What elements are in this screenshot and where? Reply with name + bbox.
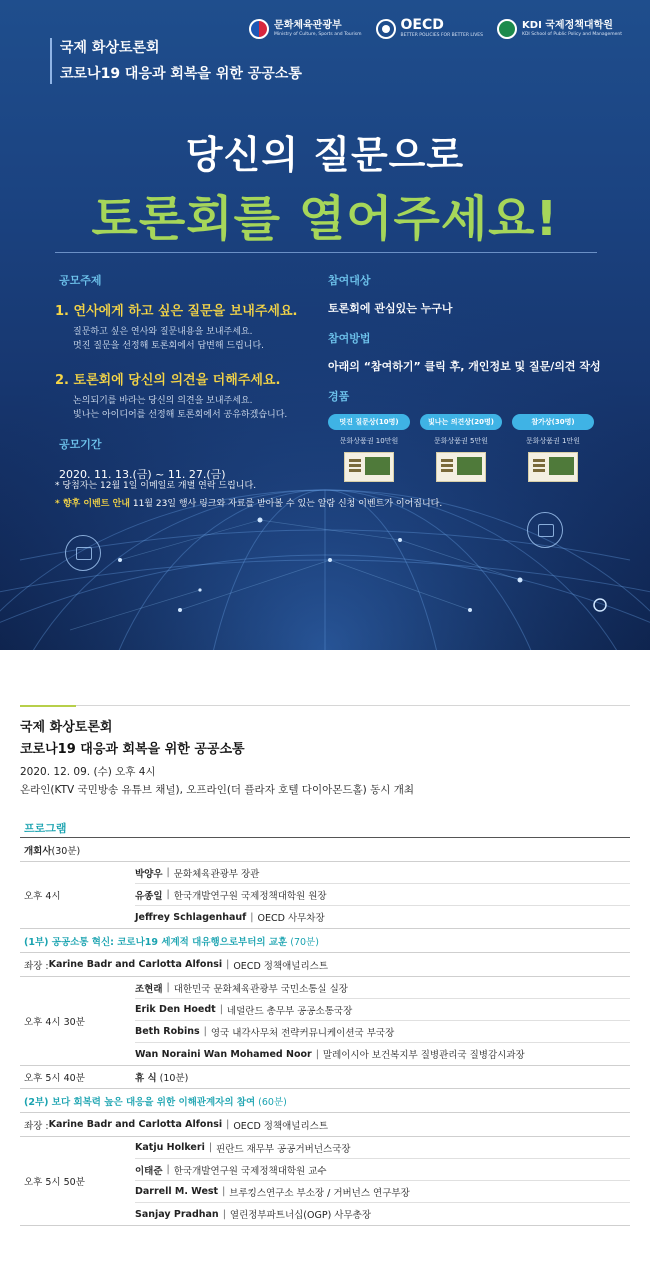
session1-duration: (70분) (290, 936, 319, 948)
divider-line (76, 705, 630, 706)
table-row (135, 1159, 630, 1181)
gift-card-icon (436, 452, 486, 482)
event-info-section (0, 650, 650, 1271)
topic2-description (73, 394, 325, 422)
mcst-emblem-icon (249, 19, 269, 39)
event-title-line1: 국제 화상토론회 (20, 720, 113, 735)
prize-item (512, 414, 594, 482)
note-winner-contact: * 당첨자는 12월 1일 이메일로 개별 연락 드립니다. (55, 481, 257, 491)
method-text: 아래의 “참여하기” 클릭 후, 개인정보 및 질문/의견 작성 (328, 360, 601, 373)
speaker-list (135, 862, 630, 928)
topic2-desc-line1: 논의되기를 바라는 당신의 의견을 보내주세요. (73, 396, 253, 406)
presentation-icon (65, 535, 101, 571)
laptop-user-icon (527, 512, 563, 548)
table-row (135, 906, 630, 928)
speaker-name: 조현래 (135, 983, 163, 995)
speaker-role: OECD 사무차장 (257, 913, 325, 924)
speaker-name: Wan Noraini Wan Mohamed Noor (135, 1048, 312, 1060)
prize-label: 경품 (328, 390, 350, 403)
kdi-emblem-icon (497, 19, 517, 39)
speaker-role: 한국개발연구원 국제정책대학원 원장 (173, 890, 327, 902)
poster-header-line1: 국제 화상토론회 (60, 40, 160, 56)
separator: | (226, 1119, 230, 1130)
table-row (20, 1089, 630, 1113)
break-duration: (10분) (159, 1073, 189, 1084)
separator: | (166, 889, 170, 900)
speaker-role: 열린정부파트너십(OGP) 사무총장 (229, 1210, 372, 1221)
time-block (20, 1066, 630, 1089)
chair-name: Karine Badr and Carlotta Alfonsi (48, 1119, 223, 1130)
oecd-logo-name: OECD (400, 17, 444, 33)
note-future-event-label: * 향후 이벤트 안내 (55, 499, 130, 509)
prize-badge: 멋진 질문상(10명) (328, 414, 410, 430)
event-title-line2: 코로나19 대응과 회복을 위한 공공소통 (20, 742, 245, 757)
poster-notes (55, 477, 442, 513)
break-title: 휴 식 (135, 1073, 157, 1084)
speaker-name: Jeffrey Schlagenhauf (135, 911, 247, 923)
target-text: 토론회에 관심있는 누구나 (328, 302, 453, 315)
kdi-logo (497, 19, 622, 39)
prize-name: 문화상품권 5만원 (433, 437, 488, 445)
accent-line (20, 705, 76, 707)
prize-item (328, 414, 410, 482)
table-row (135, 862, 630, 884)
method-label: 참여방법 (328, 332, 371, 345)
separator: | (166, 867, 170, 878)
topic1-description (73, 325, 325, 353)
oecd-logo-sub: BETTER POLICIES FOR BETTER LIVES (400, 33, 484, 38)
time-cell: 오후 5시 40분 (24, 1073, 85, 1084)
participation-info (328, 272, 618, 482)
topic2-desc-line2: 빛나는 아이디어를 선정해 토론회에서 공유하겠습니다. (73, 410, 288, 420)
table-row (135, 1021, 630, 1043)
speaker-role: 브루킹스연구소 부소장 / 거버넌스 연구부장 (229, 1187, 410, 1199)
chair-role: OECD 정책애널리스트 (233, 1120, 329, 1132)
time-block (20, 1137, 630, 1226)
header-accent-bar (50, 38, 52, 84)
topic2-title: 2. 토론회에 당신의 의견을 더해주세요. (55, 373, 281, 388)
table-row (135, 999, 630, 1021)
table-row (135, 1043, 630, 1065)
headline-primary: 당신의 질문으로 (185, 133, 465, 177)
speaker-list (135, 1137, 630, 1225)
session2-title: (2부) 보다 회복력 높은 대응을 위한 이해관계자의 참여 (24, 1096, 256, 1108)
speaker-name: Beth Robins (135, 1026, 200, 1037)
table-row (135, 1066, 630, 1088)
event-venue: 온라인(KTV 국민방송 유튜브 채널), 오프라인(더 플라자 호텔 다이아몬드홀) 동시 개최 (20, 784, 415, 796)
kdi-logo-name: KDI 국제정책대학원 (522, 19, 613, 31)
poster-divider (55, 252, 597, 253)
table-row (135, 1203, 630, 1225)
table-row (135, 884, 630, 906)
speaker-role: 말레이시아 보건복지부 질병관리국 질병감시과장 (322, 1050, 525, 1061)
note-future-event-body: 11월 23일 행사 링크와 자료를 받아볼 수 있는 알람 신청 이벤트가 이어집니다. (132, 499, 443, 509)
speaker-name: Katju Holkeri (135, 1142, 205, 1153)
speaker-role: 문화체육관광부 장관 (173, 868, 260, 880)
speaker-name: Sanjay Pradhan (135, 1208, 219, 1220)
time-block (20, 977, 630, 1066)
kdi-logo-sub: KDI School of Public Policy and Management (522, 31, 622, 37)
separator: | (166, 1164, 170, 1175)
separator: | (208, 1142, 213, 1153)
table-row (20, 953, 630, 977)
chair-name: Karine Badr and Carlotta Alfonsi (48, 959, 223, 970)
speaker-role: 네덜란드 총무부 공공소통국장 (226, 1005, 353, 1017)
session1-title: (1부) 공공소통 혁신: 코로나19 세계적 대유행으로부터의 교훈 (24, 936, 288, 948)
mcst-logo-name: 문화체육관광부 (274, 19, 342, 31)
prize-name: 문화상품권 10만원 (339, 437, 399, 445)
contest-period: 2020. 11. 13.(금) ~ 11. 27.(금) (59, 468, 226, 481)
speaker-role: 대한민국 문화체육관광부 국민소통실 실장 (173, 983, 348, 995)
separator: | (222, 1186, 226, 1197)
speaker-list (135, 977, 630, 1065)
separator: | (222, 1208, 226, 1220)
prize-name: 문화상품권 1만원 (525, 437, 580, 445)
separator: | (226, 959, 230, 970)
poster-header (60, 38, 302, 84)
time-block (20, 862, 630, 929)
poster-header-line2: 코로나19 대응과 회복을 위한 공공소통 (60, 66, 302, 82)
gift-card-icon (528, 452, 578, 482)
separator: | (219, 1004, 223, 1015)
speaker-name: 이태준 (135, 1165, 163, 1177)
headline-secondary: 토론회를 열어주세요! (91, 191, 559, 247)
target-label: 참여대상 (328, 274, 371, 287)
table-row (20, 838, 630, 862)
table-row (135, 1137, 630, 1159)
table-row (135, 1181, 630, 1203)
chair-label: 좌장 : (24, 1120, 49, 1132)
event-date: 2020. 12. 09. (수) 오후 4시 (20, 766, 156, 778)
topic1-desc-line1: 질문하고 싶은 연사와 질문내용을 보내주세요. (73, 327, 253, 337)
table-row (20, 929, 630, 953)
program-table (20, 837, 630, 1226)
time-cell: 오후 5시 50분 (24, 1177, 85, 1188)
speaker-name: 유종일 (135, 890, 163, 902)
prize-badge: 빛나는 의견상(20명) (420, 414, 502, 430)
separator: | (166, 982, 170, 993)
topic-label: 공모주제 (59, 274, 102, 287)
sponsor-logos (249, 18, 622, 39)
note-future-event (55, 495, 442, 513)
prize-list (328, 414, 618, 482)
speaker-role: 한국개발연구원 국제정책대학원 교수 (173, 1165, 327, 1177)
speaker-name: Darrell M. West (135, 1186, 219, 1197)
mcst-logo (249, 19, 361, 39)
mcst-logo-sub: Ministry of Culture, Sports and Tourism (274, 31, 362, 37)
session2-duration: (60분) (258, 1096, 287, 1108)
speaker-role: 핀란드 재무부 공공거버넌스국장 (216, 1143, 351, 1155)
oecd-logo (376, 18, 484, 39)
contest-topics (55, 272, 325, 482)
opening-title: 개회사 (24, 845, 52, 857)
break-cell (135, 1066, 630, 1088)
chair-role: OECD 정책애널리스트 (233, 960, 329, 972)
speaker-name: Erik Den Hoedt (135, 1004, 216, 1015)
separator: | (250, 911, 254, 923)
time-cell: 오후 4시 30분 (24, 1017, 85, 1028)
time-cell: 오후 4시 (24, 891, 61, 902)
speaker-role: 영국 내각사무처 전략커뮤니케이션국 부국장 (210, 1027, 395, 1039)
separator: | (203, 1026, 207, 1037)
prize-item (420, 414, 502, 482)
topic1-title: 1. 연사에게 하고 싶은 질문을 보내주세요. (55, 304, 298, 319)
table-row (20, 1113, 630, 1137)
oecd-emblem-icon (376, 19, 396, 39)
prize-badge: 참가상(30명) (512, 414, 594, 430)
period-label: 공모기간 (59, 438, 102, 451)
chair-label: 좌장 : (24, 960, 49, 972)
topic1-desc-line2: 멋진 질문을 선정해 토론회에서 답변해 드립니다. (73, 341, 265, 351)
table-row (135, 977, 630, 999)
separator: | (315, 1048, 319, 1060)
speaker-name: 박양우 (135, 868, 163, 880)
opening-duration: (30분) (51, 845, 81, 857)
program-label: 프로그램 (24, 822, 67, 835)
